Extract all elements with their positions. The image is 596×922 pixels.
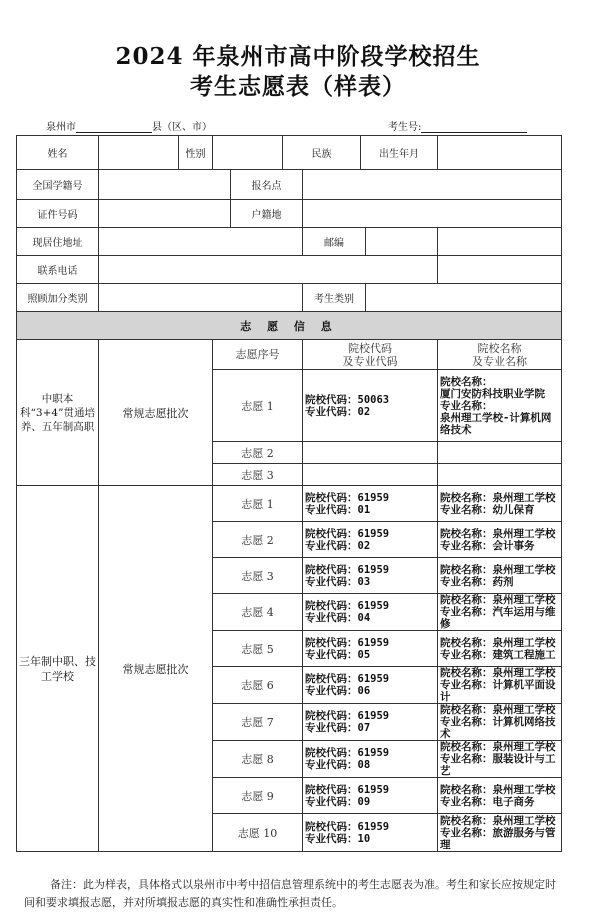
group2-order: 志愿 6 — [213, 667, 303, 704]
postcode-input[interactable] — [366, 228, 438, 256]
group2-code[interactable]: 院校代码：61959 专业代码：03 — [303, 558, 438, 594]
group2-code[interactable]: 院校代码：61959 专业代码：08 — [303, 741, 438, 778]
group2-order: 志愿 3 — [213, 558, 303, 594]
group1-batch: 常规志愿批次 — [99, 340, 213, 486]
group2-category: 三年制中职、技工学校 — [17, 486, 99, 852]
address-label: 现居住地址 — [17, 228, 99, 256]
id-no-input[interactable] — [99, 200, 231, 228]
group1-category: 中职本科“3+4”贯通培养、五年制高职 — [17, 340, 99, 486]
group2-code[interactable]: 院校代码：61959 专业代码：06 — [303, 667, 438, 704]
col-code-header-line2: 及专业代码 — [342, 354, 398, 368]
doc-title-line1: 2024 年泉州市高中阶段学校招生 — [115, 43, 481, 70]
phone-input[interactable] — [99, 256, 438, 284]
col-name-header-line2: 及专业名称 — [472, 354, 527, 368]
doc-title-line2: 考生志愿表（样表） — [190, 73, 406, 100]
category-label: 考生类别 — [303, 284, 366, 312]
group2-school[interactable]: 院校名称：泉州理工学校 专业名称：服装设计与工艺 — [438, 741, 562, 778]
address-input[interactable] — [99, 228, 303, 256]
county-blank[interactable] — [76, 122, 152, 133]
gender-label: 性别 — [179, 136, 213, 170]
exam-no-label: 考生号: — [388, 122, 422, 133]
group2-order: 志愿 5 — [213, 631, 303, 667]
region-line — [46, 118, 212, 133]
household-label: 户籍地 — [231, 200, 303, 228]
application-form — [16, 135, 562, 852]
name-label: 姓名 — [17, 136, 99, 170]
group2-order: 志愿 8 — [213, 741, 303, 778]
group2-school[interactable]: 院校名称：泉州理工学校 专业名称：会计事务 — [438, 522, 562, 558]
group2-batch: 常规志愿批次 — [99, 486, 213, 852]
group2-order: 志愿 7 — [213, 704, 303, 741]
col-code-header — [303, 340, 438, 370]
name-input[interactable] — [99, 136, 179, 170]
group1-code[interactable] — [303, 464, 438, 486]
group2-code[interactable]: 院校代码：61959 专业代码：07 — [303, 704, 438, 741]
group1-order: 志愿 3 — [213, 464, 303, 486]
id-no-label: 证件号码 — [17, 200, 99, 228]
group1-order: 志愿 1 — [213, 370, 303, 442]
bonus-input[interactable] — [99, 284, 303, 312]
col-name-header-line1: 院校名称 — [477, 341, 522, 355]
category-input[interactable] — [366, 284, 562, 312]
phone-blank — [438, 256, 562, 284]
exam-no-blank[interactable] — [421, 122, 527, 133]
exam-no-line — [388, 118, 527, 133]
group2-order: 志愿 1 — [213, 486, 303, 522]
birth-label: 出生年月 — [361, 136, 438, 170]
bonus-label: 照顾加分类别 — [17, 284, 99, 312]
exam-site-label: 报名点 — [231, 170, 303, 200]
group2-code[interactable]: 院校代码：61959 专业代码：09 — [303, 778, 438, 814]
group1-code[interactable] — [303, 442, 438, 464]
group2-order: 志愿 4 — [213, 594, 303, 631]
group2-code[interactable]: 院校代码：61959 专业代码：05 — [303, 631, 438, 667]
group1-order: 志愿 2 — [213, 442, 303, 464]
group1-code[interactable]: 院校代码：50063 专业代码：02 — [303, 370, 438, 442]
section-heading: 志 愿 信 息 — [17, 312, 562, 340]
group2-school[interactable]: 院校名称：泉州理工学校 专业名称：电子商务 — [438, 778, 562, 814]
phone-label: 联系电话 — [17, 256, 99, 284]
group2-school[interactable]: 院校名称：泉州理工学校 专业名称：幼儿保育 — [438, 486, 562, 522]
footnote: 备注：此为样表，具体格式以泉州市中考中招信息管理系统中的考生志愿表为准。考生和家长应按规定时间和要求填报志愿，并对所填报志愿的真实性和准确性承担责任。 — [24, 878, 556, 909]
col-order-header: 志愿序号 — [213, 340, 303, 370]
col-name-header — [438, 340, 562, 370]
exam-site-input[interactable] — [303, 170, 562, 200]
group2-code[interactable]: 院校代码：61959 专业代码：10 — [303, 814, 438, 852]
city-label: 泉州市 — [46, 122, 76, 133]
group1-school[interactable]: 院校名称： 厦门安防科技职业学院 专业名称： 泉州理工学校-计算机网络技术 — [438, 370, 562, 442]
group2-school[interactable]: 院校名称：泉州理工学校 专业名称：药剂 — [438, 558, 562, 594]
group2-school[interactable]: 院校名称：泉州理工学校 专业名称：计算机平面设计 — [438, 667, 562, 704]
student-id-label: 全国学籍号 — [17, 170, 99, 200]
group2-order: 志愿 9 — [213, 778, 303, 814]
group2-code[interactable]: 院校代码：61959 专业代码：02 — [303, 522, 438, 558]
county-label: 县（区、市） — [152, 122, 212, 133]
col-code-header-line1: 院校代码 — [348, 341, 392, 355]
group2-school[interactable]: 院校名称：泉州理工学校 专业名称：计算机网络技术 — [438, 704, 562, 741]
postcode-label: 邮编 — [303, 228, 366, 256]
ethnicity-label: 民族 — [283, 136, 361, 170]
group2-school[interactable]: 院校名称：泉州理工学校 专业名称：汽车运用与维修 — [438, 594, 562, 631]
student-id-input[interactable] — [99, 170, 231, 200]
group1-school[interactable] — [438, 464, 562, 486]
group2-code[interactable]: 院校代码：61959 专业代码：04 — [303, 594, 438, 631]
group2-school[interactable]: 院校名称：泉州理工学校 专业名称：建筑工程施工 — [438, 631, 562, 667]
group2-order: 志愿 10 — [213, 814, 303, 852]
gender-input[interactable] — [213, 136, 283, 170]
group2-school[interactable]: 院校名称：泉州理工学校 专业名称：旅游服务与管理 — [438, 814, 562, 852]
birth-input[interactable] — [438, 136, 562, 170]
group1-school[interactable] — [438, 442, 562, 464]
household-input[interactable] — [303, 200, 562, 228]
group2-code[interactable]: 院校代码：61959 专业代码：01 — [303, 486, 438, 522]
group2-order: 志愿 2 — [213, 522, 303, 558]
